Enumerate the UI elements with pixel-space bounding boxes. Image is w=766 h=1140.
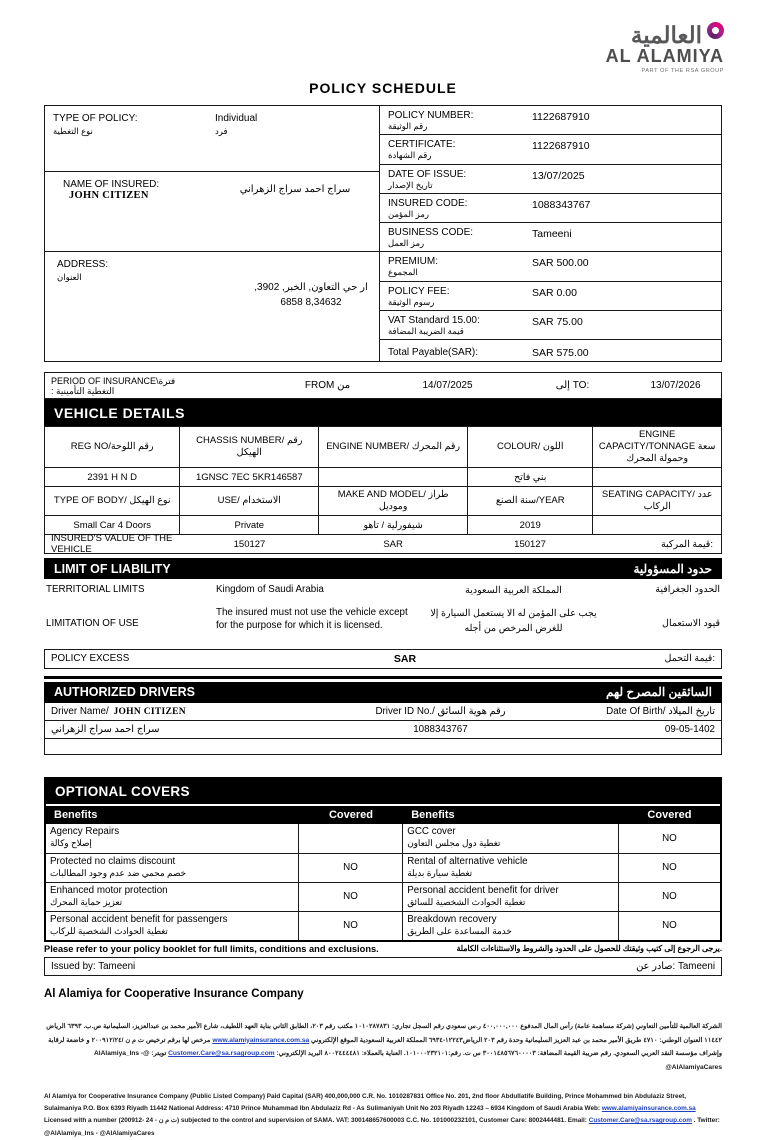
policy-info-table <box>380 105 722 362</box>
authorized-drivers-title-ar: السائقين المصرح لهم <box>605 685 712 700</box>
period-from-date: 14/07/2025 <box>422 380 473 392</box>
benefits-column-header-2: Benefits <box>411 808 455 821</box>
business-code-label-ar: رمز العمل <box>388 238 425 249</box>
legal-en-part1: Al Alamiya for Cooperative Insurance Company (Public Listed Company) Paid Capital (SAR) 400,000,000 C.R. No. 1010287831 Office No. 201, 2nd floor Abdullatife Building, Prince Mohammed bin Abdulaziz Street, Sulaimaniya P.O. Box 6393 Riyadh 11442 National Address: 4710 Prince Muhammad Ibn Abdulaziz Rd - As Sulimaniyah Unit No 203 Riyadh 12243 – 6934 Kingdom of Saudi Arabia Web: <box>44 1093 687 1113</box>
authorized-drivers-header <box>44 682 722 703</box>
benefit-protected-ncd-ar: خصم محمي ضد عدم وجود المطالبات <box>50 867 186 878</box>
limitation-of-use-label-ar: قيود الاستعمال <box>662 618 720 630</box>
benefit-enhanced-motor-ar: تعزيز حماية المحرك <box>50 896 123 907</box>
driver-dob-value: 09-05-1402 <box>664 723 715 735</box>
table-row <box>380 223 721 252</box>
table-row <box>45 172 379 252</box>
legal-en-part3: . Twitter: @AlAlamiya_Ins - @AlAlamiyaCares <box>44 1117 720 1137</box>
type-of-policy-label: TYPE OF POLICY: <box>53 113 138 124</box>
logo-arabic-text: العالمية <box>630 22 702 48</box>
type-of-policy-label-ar: نوع التغطية <box>53 126 93 136</box>
benefit-agency-repairs-ar: إصلاح وكالة <box>50 837 92 848</box>
optional-covers-header-row <box>46 804 720 824</box>
address-label: ADDRESS: <box>57 259 109 270</box>
territorial-limits-value-ar: المملكة العربية السعودية <box>465 585 562 596</box>
insured-value-currency: SAR <box>383 538 403 550</box>
certificate-label-ar: رقم الشهادة <box>388 150 432 161</box>
name-of-insured-value-ar: سراج احمد سراج الزهراني <box>239 184 351 195</box>
benefit-pa-driver: Personal accident benefit for driver <box>407 884 559 896</box>
benefit-gcc-cover-ar: تغطية دول مجلس التعاون <box>407 837 501 848</box>
table-row <box>45 252 379 361</box>
covered-value: NO <box>662 832 677 844</box>
use-header: USE/ الاستخدام <box>180 487 319 516</box>
table-row <box>46 882 720 911</box>
company-name: Al Alamiya for Cooperative Insurance Company <box>44 987 304 1000</box>
covered-value: NO <box>662 891 677 903</box>
premium-label: PREMIUM: <box>388 256 438 268</box>
benefits-column-header-1: Benefits <box>54 808 98 821</box>
benefit-enhanced-motor: Enhanced motor protection <box>50 884 168 896</box>
period-from-label: FROM من <box>304 380 351 392</box>
logo-latin-text: AL ALAMIYA <box>605 46 724 66</box>
limitation-of-use-row <box>44 607 722 636</box>
table-row <box>380 252 721 281</box>
benefit-pa-passengers-ar: تغطية الحوادث الشخصية للركاب <box>50 925 168 936</box>
type-of-body-header: TYPE OF BODY/ نوع الهيكل <box>45 487 180 516</box>
section-divider <box>44 676 722 679</box>
date-of-issue-value: 13/07/2025 <box>532 169 585 182</box>
email-link[interactable]: Customer.Care@sa.rsagroup.com <box>168 1050 275 1058</box>
insured-info-table <box>44 105 380 362</box>
vat-label: VAT Standard 15.00: <box>388 315 480 327</box>
vehicle-details-header <box>44 399 722 426</box>
legal-text-english <box>44 1091 722 1140</box>
policy-number-value: 1122687910 <box>532 111 590 123</box>
benefit-rental-vehicle: Rental of alternative vehicle <box>407 855 528 867</box>
table-row <box>380 194 721 223</box>
table-row <box>46 824 720 853</box>
date-of-issue-label: DATE OF ISSUE: <box>388 168 467 180</box>
policy-booklet-note <box>44 944 722 954</box>
policy-excess-currency: SAR <box>393 652 417 665</box>
benefit-breakdown-recovery: Breakdown recovery <box>407 913 497 925</box>
period-label-line1: PERIOD OF INSURANCE\فترة <box>51 375 176 386</box>
date-of-issue-label-ar: تاريخ الإصدار <box>388 179 433 190</box>
premium-label-ar: المجموع <box>388 267 418 278</box>
engine-number-value <box>319 468 468 487</box>
engine-capacity-header: ENGINE CAPACITY/TONNAGE سعة وحمولة المحرك <box>593 427 722 468</box>
business-code-label: BUSINESS CODE: <box>388 227 474 239</box>
optional-covers-title: OPTIONAL COVERS <box>46 779 720 804</box>
insured-code-value: 1088343767 <box>532 198 591 211</box>
driver-name-header: Driver Name/ <box>51 705 109 717</box>
type-of-policy-value-ar: فرد <box>215 126 228 136</box>
certificate-value: 1122687910 <box>532 140 590 153</box>
insured-value-amount-1: 150127 <box>233 538 266 550</box>
colour-header: COLOUR/ اللون <box>468 427 593 468</box>
top-info-tables <box>44 105 722 362</box>
email-link[interactable]: Customer.Care@sa.rsagroup.com <box>588 1117 692 1125</box>
benefit-agency-repairs: Agency Repairs <box>50 825 120 837</box>
name-of-insured-value: JOHN CITIZEN <box>69 190 149 201</box>
engine-capacity-value <box>593 468 722 487</box>
benefit-rental-vehicle-ar: تغطية سيارة بديلة <box>407 867 473 878</box>
website-link[interactable]: www.alamiyainsurance.com.sa <box>601 1105 696 1113</box>
logo-tagline: PART OF THE RSA GROUP <box>641 67 724 74</box>
table-row <box>380 340 721 361</box>
driver-name-value: سراج احمد سراج الزهراني <box>51 723 160 735</box>
territorial-limits-value: Kingdom of Saudi Arabia <box>216 584 324 595</box>
benefit-breakdown-recovery-ar: خدمة المساعدة على الطريق <box>407 925 512 936</box>
total-payable-label: Total Payable(SAR): <box>388 347 479 359</box>
business-code-value: Tameeni <box>532 228 572 241</box>
benefit-pa-driver-ar: تغطية الحوادث الشخصية للسائق <box>407 896 526 907</box>
driver-id-header: Driver ID No./ رقم هوية السائق <box>375 705 506 717</box>
authorized-drivers-title: AUTHORIZED DRIVERS <box>54 685 195 700</box>
limit-of-liability-title: LIMIT OF LIABILITY <box>54 561 171 576</box>
table-row <box>46 911 720 940</box>
reg-no-value: 2391 H N D <box>45 468 180 487</box>
page-title: POLICY SCHEDULE <box>309 80 457 96</box>
legal-ar-part3: تويتر: @AlAlamiya_Ins - @AlAlamiyaCares <box>94 1050 722 1072</box>
territorial-limits-label-ar: الحدود الجغرافية <box>655 584 720 595</box>
policy-fee-value: SAR 0.00 <box>532 286 577 299</box>
year-value: 2019 <box>468 516 593 535</box>
legal-ar-part1: الشركة العالمية للتأمين التعاوني (شركة مساهمة عامة) رأس المال المدفوع ٤٠٠,٠٠٠,٠٠٠ ر.س سعودي رقم السجل تجاري: ١٠١٠٢٨٧٨٣١ مكتب رقم ٢٠٣، الطابق الثاني بناية العهد اللطيف، شارع الأمير محمد بن عبدالعزيز، السليمانية ص.ب. ٦٣٩٣ الرياض ١١٤٤٢ العنوان الوطني: ٤٧١٠ طريق الأمير محمد بن عبد العزيز السليمانية وحدة رقم ٢٠٣ الرياض١٢٢٤٣-٦٩٣٤ المملكة العربية السعودية الموقع الإلكتروني <box>46 1022 722 1044</box>
type-of-body-value: Small Car 4 Doors <box>45 516 180 535</box>
limit-of-liability-header <box>44 558 722 579</box>
drivers-table <box>44 703 722 755</box>
name-of-insured-label: NAME OF INSURED: <box>63 179 160 190</box>
issued-by-en: Issued by: Tameeni <box>51 960 136 972</box>
legal-en-part2: Licensed with a number (200912- 24 - ت م ن) subjected to the control and supervision of SAMA. VAT: 300148657600003 C.C. No. 101000232101, Customer Care: 8002444481. Email: <box>44 1117 587 1125</box>
optional-covers-section <box>44 777 722 942</box>
driver-dob-header: Date Of Birth/ تاريخ الميلاد <box>606 705 715 717</box>
colour-value: بني فاتح <box>468 468 593 487</box>
insured-value-amount-2: 150127 <box>514 538 546 550</box>
make-model-value: شيفورلية / تاهو <box>319 516 468 535</box>
period-to-date: 13/07/2026 <box>650 380 701 392</box>
period-to-label: إلى TO: <box>555 380 590 392</box>
engine-number-header: ENGINE NUMBER/ رقم المحرك <box>319 427 468 468</box>
period-of-insurance-row <box>44 372 722 399</box>
limitation-of-use-label: LIMITATION OF USE <box>46 618 139 630</box>
limitation-of-use-value: The insured must not use the vehicle except for the purpose for which it is licensed. <box>216 607 408 631</box>
benefit-protected-ncd: Protected no claims discount <box>50 855 176 867</box>
type-of-policy-value: Individual <box>215 113 258 124</box>
policy-excess-label-ar: قيمة التحمل: <box>664 653 715 665</box>
table-row <box>45 516 722 535</box>
reg-no-header: REG NO/رقم اللوحة <box>45 427 180 468</box>
table-row <box>45 106 379 172</box>
table-row <box>45 739 721 754</box>
policy-fee-label-ar: رسوم الوثيقة <box>388 296 435 307</box>
address-label-ar: العنوان <box>57 272 82 282</box>
insured-code-label-ar: رمز المؤمن <box>388 208 429 219</box>
year-header: سنة الصنع/YEAR <box>468 487 593 516</box>
covered-value: NO <box>299 912 403 940</box>
issued-by-row <box>44 957 722 976</box>
vat-value: SAR 75.00 <box>532 316 583 329</box>
chassis-number-value: 1GNSC 7EC 5KR146587 <box>180 468 319 487</box>
table-row <box>380 135 721 164</box>
insured-value-label-ar: قيمة المركبة: <box>660 538 713 550</box>
legal-ar-part2: مرخص لها برقم ترخيص ت م ن /٢٠٠٩١٢/٢٤ و خاضعة لرقابة وإشراف مؤسسة النقد العربي السعودي. رقم ضريبة القيمة المضافة: ٣٠٠١٤٨٥٦٧٦٠٠٠٠٣ س ت. رقم:١٠١٠٠٠٢٣٢١٠١. العناية بالعملاء: ٨٠٠٢٤٤٤٤٨١ البريد الإلكتروني: <box>48 1036 722 1058</box>
table-row <box>45 487 722 516</box>
policy-fee-label: POLICY FEE: <box>388 285 450 297</box>
table-row <box>380 311 721 340</box>
driver-name-header-value: JOHN CITIZEN <box>113 706 186 717</box>
address-value: ار حي التعاون, الخبر, 3902, 8,34632 6858 <box>254 282 368 308</box>
territorial-limits-row <box>44 584 722 598</box>
covered-value: NO <box>662 862 677 874</box>
benefit-gcc-cover: GCC cover <box>407 825 456 837</box>
table-row <box>45 427 722 468</box>
drivers-header-row <box>45 703 721 721</box>
benefit-pa-passengers: Personal accident benefit for passengers <box>50 913 228 925</box>
seating-capacity-header: SEATING CAPACITY/ عدد الركاب <box>593 487 722 516</box>
policy-excess-row <box>44 649 722 669</box>
company-logo <box>606 24 724 74</box>
table-row <box>380 282 721 311</box>
covered-value: NO <box>662 920 677 932</box>
covered-column-header-2: Covered <box>647 808 692 821</box>
vehicle-details-table <box>44 426 722 535</box>
covered-value: NO <box>299 854 403 882</box>
limitation-of-use-value-ar: يجب على المؤمن له الا يستعمل السيارة إلا للغرض المرخص من أجله <box>430 608 597 634</box>
insured-value-label: INSURED'S VALUE OF THE VEHICLE <box>51 533 173 555</box>
table-row <box>380 165 721 194</box>
driver-id-value: 1088343767 <box>413 723 468 735</box>
certificate-label: CERTIFICATE: <box>388 139 456 151</box>
policy-number-label-ar: رقم الوثيقة <box>388 121 428 131</box>
covered-value <box>299 824 403 853</box>
insured-code-label: INSURED CODE: <box>388 197 468 209</box>
issued-by-ar: صادر عن: Tameeni <box>636 960 715 972</box>
table-row <box>45 468 722 487</box>
insured-value-row <box>44 535 722 554</box>
website-link[interactable]: www.alamiyainsurance.com.sa <box>212 1036 310 1044</box>
legal-text-arabic <box>44 1020 722 1075</box>
limit-of-liability-title-ar: حدود المسؤولية <box>633 561 712 576</box>
total-payable-value: SAR 575.00 <box>532 347 589 360</box>
covered-value: NO <box>299 883 403 911</box>
chassis-number-header: CHASSIS NUMBER/ رقم الهيكل <box>180 427 319 468</box>
use-value: Private <box>180 516 319 535</box>
covered-column-header-1: Covered <box>328 808 373 821</box>
premium-value: SAR 500.00 <box>532 257 589 270</box>
policy-booklet-note-ar: يرجى الرجوع إلى كتيب وثيقتك للحصول على الحدود والشروط والاستثناءات الكاملة. <box>456 944 722 954</box>
policy-booklet-note-en: Please refer to your policy booklet for full limits, conditions and exclusions. <box>44 943 379 954</box>
table-row <box>46 853 720 882</box>
policy-number-label: POLICY NUMBER: <box>388 110 474 121</box>
period-label-line2: : التغطية التأمينية <box>51 385 115 396</box>
seating-capacity-value <box>593 516 722 535</box>
territorial-limits-label: TERRITORIAL LIMITS <box>46 584 145 595</box>
table-row <box>380 106 721 135</box>
table-row <box>45 721 721 739</box>
logo-ring-icon <box>707 22 724 39</box>
vehicle-details-title: VEHICLE DETAILS <box>54 404 185 421</box>
vat-label-ar: قيمة الضريبة المضافة <box>388 326 464 337</box>
make-model-header: MAKE AND MODEL/ طراز وموديل <box>319 487 468 516</box>
policy-excess-label: POLICY EXCESS <box>51 653 130 665</box>
